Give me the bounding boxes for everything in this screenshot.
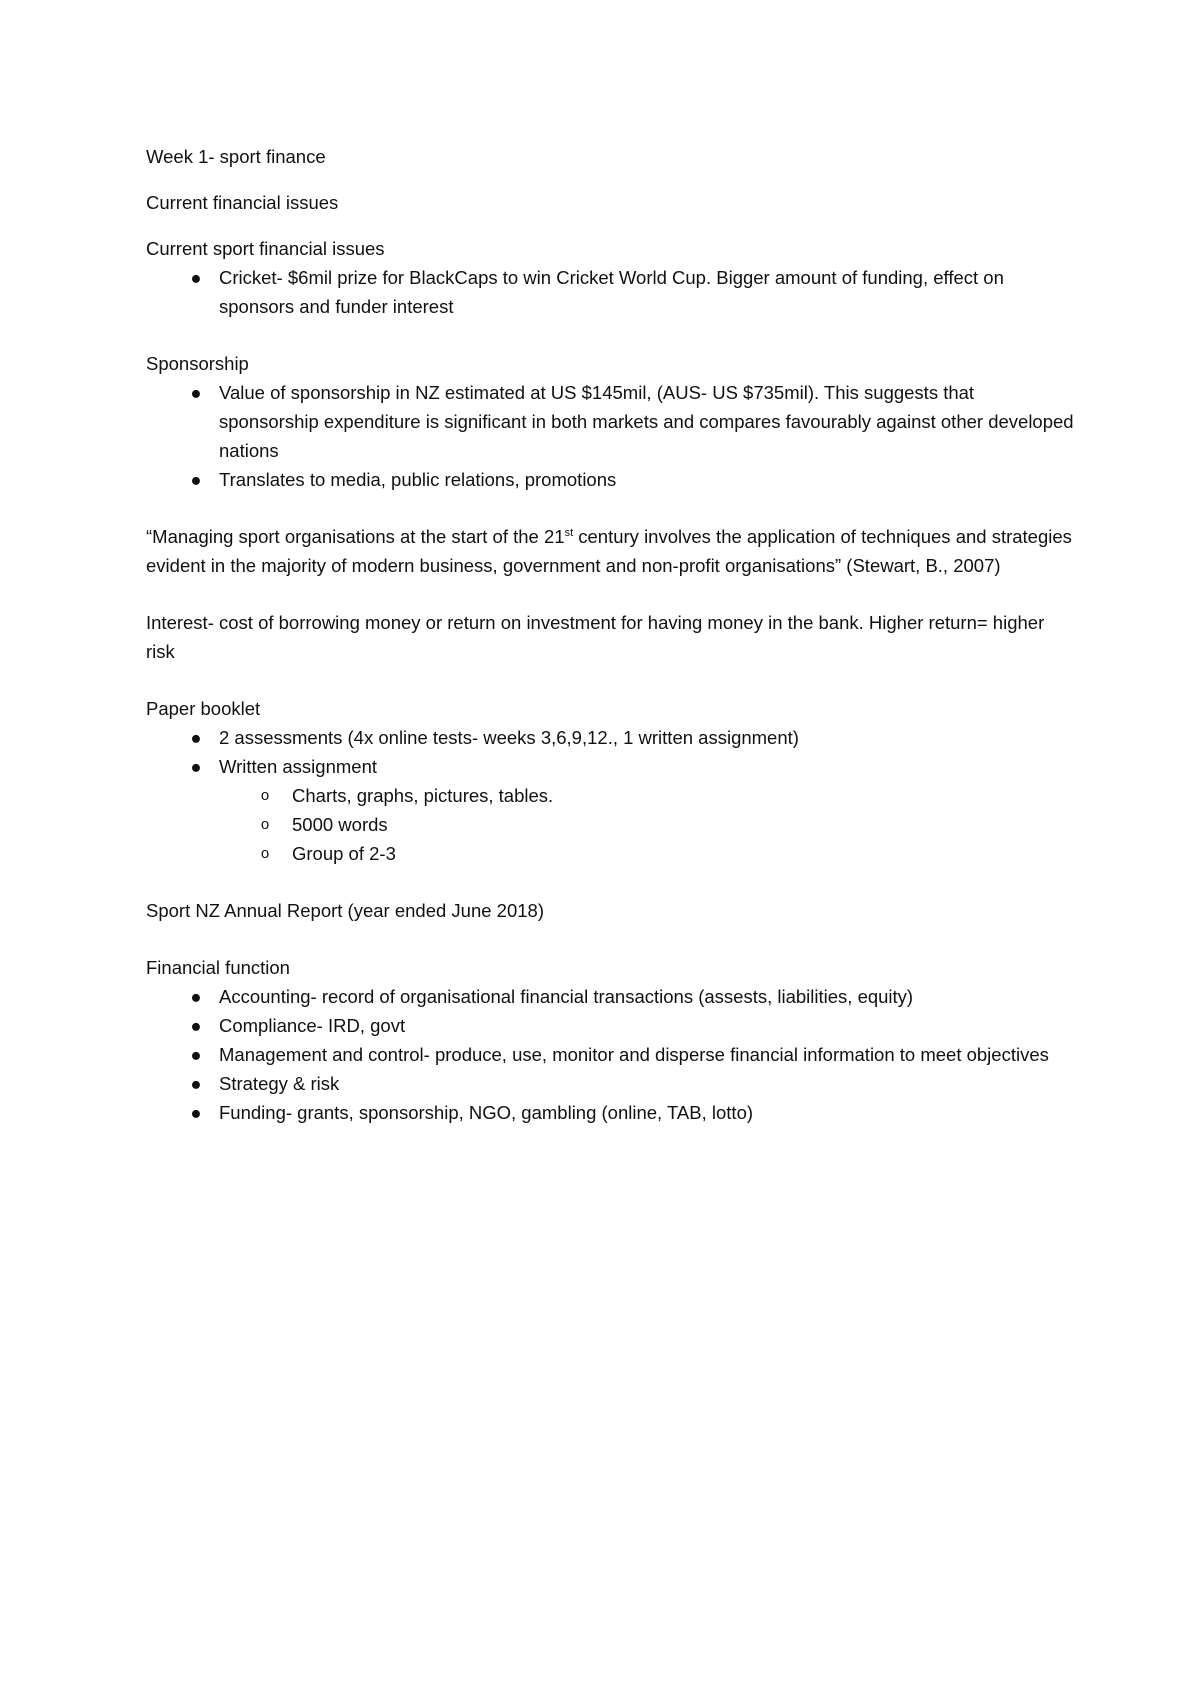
paper-booklet-list [146,723,1076,781]
list-item [146,1069,1076,1098]
circle-bullet-icon: o [260,816,270,833]
heading-financial-function: Financial function [146,957,290,978]
list-item-text: Written assignment [219,756,377,777]
sponsorship-list [146,378,1076,494]
bullet-icon: ● [190,756,202,777]
paragraph-gap [146,868,1076,896]
heading-paper-booklet: Paper booklet [146,698,261,719]
interest-paragraph: Interest- cost of borrowing money or return on investment for having money in the bank. Higher return= higher risk [146,612,1045,662]
list-item [146,723,1076,752]
bullet-icon: ● [190,727,202,748]
paragraph-gap [146,494,1076,522]
list-item [146,465,1076,494]
paragraph-gap [146,580,1076,608]
list-item-text: Value of sponsorship in NZ estimated at US $145mil, (AUS- US $735mil). This suggests that sponsorship expenditure is significant in both markets and compares favourably against other developed nations [219,382,1074,461]
current-sport-list [146,263,1076,321]
written-assignment-sublist [146,781,1076,868]
list-item-text: Funding- grants, sponsorship, NGO, gambling (online, TAB, lotto) [219,1102,754,1123]
list-item [146,378,1076,465]
bullet-icon: ● [190,1015,202,1036]
list-item-text: Accounting- record of organisational financial transactions (assests, liabilities, equity) [219,986,914,1007]
sub-list-item-text: Group of 2-3 [292,843,396,864]
paragraph-gap [146,925,1076,953]
bullet-icon: ● [190,1102,202,1123]
list-item [146,752,1076,781]
heading-sponsorship: Sponsorship [146,353,249,374]
quote-superscript: st [564,526,574,539]
list-item-text: 2 assessments (4x online tests- weeks 3,6,9,12., 1 written assignment) [219,727,799,748]
financial-function-list [146,982,1076,1127]
heading-current-financial-issues: Current financial issues [146,192,339,213]
list-item-text: Cricket- $6mil prize for BlackCaps to win Cricket World Cup. Bigger amount of funding, effect on sponsors and funder interest [219,267,1004,317]
list-item [146,1040,1076,1069]
sub-list-item [146,781,1076,810]
list-item [146,1098,1076,1127]
paragraph-gap [146,321,1076,349]
quote-text-part1: “Managing sport organisations at the start of the 21 [146,526,565,547]
quote-text-part2: century involves the application of techniques and strategies evident in the majority of modern business, government and non-profit organisations” (Stewart, B., 2007) [146,526,1072,576]
heading-current-sport-financial-issues: Current sport financial issues [146,238,385,259]
list-item [146,982,1076,1011]
circle-bullet-icon: o [260,787,270,804]
bullet-icon: ● [190,382,202,403]
sub-list-item-text: Charts, graphs, pictures, tables. [292,785,554,806]
bullet-icon: ● [190,986,202,1007]
quote-paragraph [146,522,1076,580]
sub-list-item-text: 5000 words [292,814,388,835]
list-item-text: Management and control- produce, use, monitor and disperse financial information to meet objectives [219,1044,1049,1065]
circle-bullet-icon: o [260,845,270,862]
bullet-icon: ● [190,267,202,288]
list-item-text: Compliance- IRD, govt [219,1015,406,1036]
document-title: Week 1- sport finance [146,146,326,167]
sub-list-item [146,810,1076,839]
paragraph-gap [146,666,1076,694]
bullet-icon: ● [190,469,202,490]
document-page [146,142,1076,1127]
bullet-icon: ● [190,1073,202,1094]
list-item-text: Translates to media, public relations, promotions [219,469,617,490]
list-item [146,263,1076,321]
list-item-text: Strategy & risk [219,1073,340,1094]
sub-list-item [146,839,1076,868]
list-item [146,1011,1076,1040]
bullet-icon: ● [190,1044,202,1065]
annual-report-line: Sport NZ Annual Report (year ended June 2018) [146,900,544,921]
